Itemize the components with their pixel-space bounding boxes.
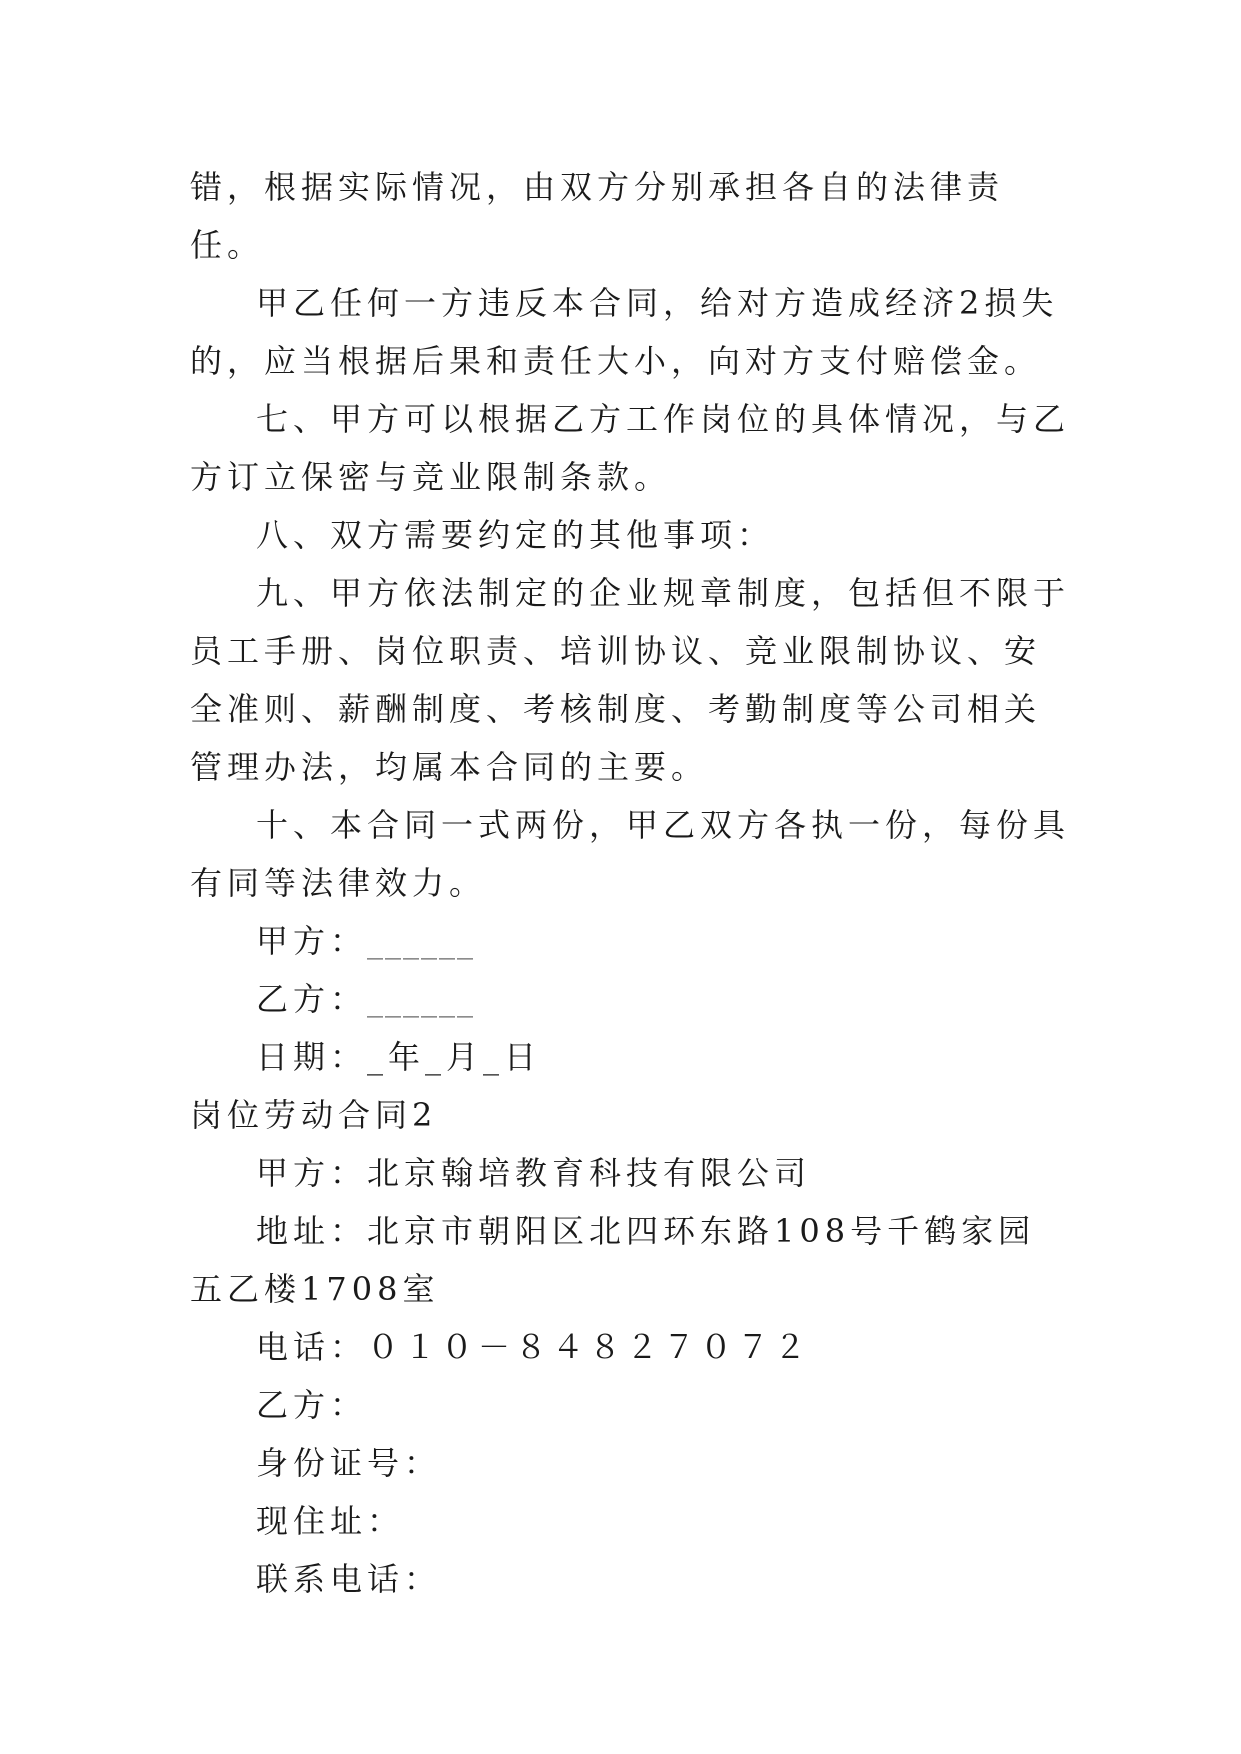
- contract-2-title: 岗位劳动合同2: [190, 1096, 438, 1134]
- paragraph-compensation: 甲乙任何一方违反本合同，给对方造成经济2损失的，应当根据后果和责任大小，向对方支付赔偿金。: [190, 284, 1059, 380]
- party-b-label: 乙方：: [256, 980, 368, 1018]
- clause-10-copies: 十、本合同一式两份，甲乙双方各执一份，每份具有同等法律效力。: [190, 806, 1071, 902]
- signature-party-a: [190, 912, 1070, 970]
- clause-9-company-rules: 九、甲方依法制定的企业规章制度，包括但不限于员工手册、岗位职责、培训协议、竞业限制协议、安全准则、薪酬制度、考核制度、考勤制度等公司相关管理办法，均属本合同的主要。: [190, 574, 1071, 786]
- contract-2-phone: 电话：０１０－８４８２７０７２: [256, 1328, 812, 1366]
- paragraph-liability-continued: 错，根据实际情况，由双方分别承担各自的法律责任。: [190, 168, 1005, 264]
- clause-7-confidentiality: 七、甲方可以根据乙方工作岗位的具体情况，与乙方订立保密与竞业限制条款。: [190, 400, 1071, 496]
- signature-party-b: [190, 970, 1070, 1028]
- clause-8-other-matters: 八、双方需要约定的其他事项：: [256, 516, 775, 554]
- party-b-blank: ______: [367, 980, 476, 1018]
- party-a-label: 甲方：: [256, 922, 368, 960]
- party-a-blank: ______: [367, 922, 476, 960]
- contract-2-address: 地址：北京市朝阳区北四环东路108号千鹤家园五乙楼1708室: [190, 1212, 1036, 1308]
- contract-2-id-number: 身份证号：: [256, 1444, 442, 1482]
- contract-2-party-b: 乙方：: [256, 1386, 368, 1424]
- contract-2-party-a: 甲方：北京翰培教育科技有限公司: [256, 1154, 812, 1192]
- contract-2-contact-phone: 联系电话：: [256, 1560, 442, 1598]
- document-body: [190, 158, 1070, 1608]
- contract-2-current-address: 现住址：: [256, 1502, 405, 1540]
- signature-date: 日期：_年_月_日: [256, 1038, 542, 1076]
